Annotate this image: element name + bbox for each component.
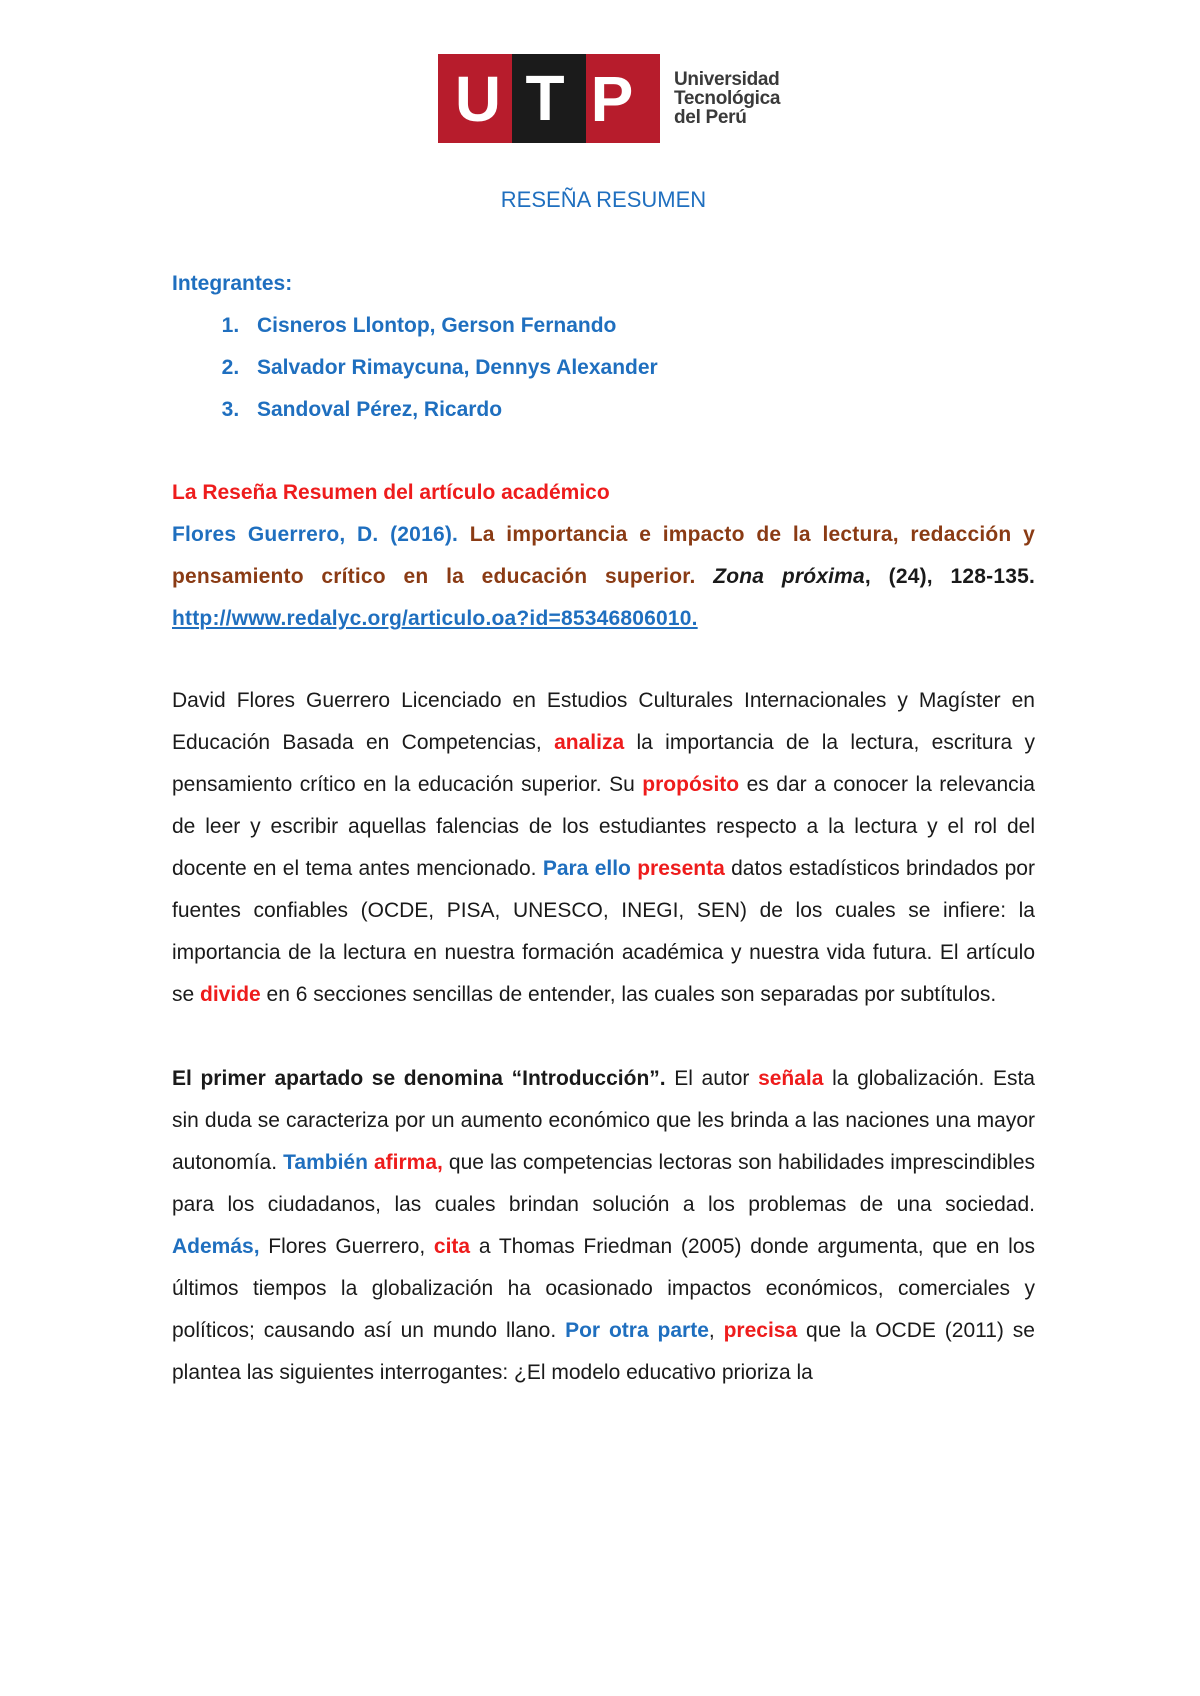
integrantes-heading: Integrantes:: [172, 272, 293, 295]
citation-journal: Zona próxima: [713, 565, 865, 588]
logo-letter-t: T: [512, 54, 586, 143]
section-lead: El primer apartado se denomina “Introducción”.: [172, 1067, 666, 1090]
reference-citation: [172, 514, 1035, 640]
member-item: 1. Cisneros Llontop, Gerson Fernando: [245, 305, 1035, 347]
keyword-verb: analiza: [554, 731, 625, 754]
text-run: la globalización. Esta sin duda se caracteriza por un aumento económico que les brinda a las naciones una mayor autonomía.: [172, 1067, 1035, 1174]
logo-letter-p: P: [590, 62, 642, 135]
text-run: El autor: [665, 1067, 759, 1090]
document-body: [172, 180, 1035, 1394]
document-title: RESEÑA RESUMEN: [500, 187, 707, 212]
keyword-verb: divide: [200, 983, 261, 1006]
text-run: Flores Guerrero,: [259, 1235, 434, 1258]
keyword-verb: propósito: [642, 773, 740, 796]
keyword-verb: presenta: [637, 857, 725, 880]
citation-author: Flores Guerrero, D. (2016).: [172, 523, 459, 546]
member-item: 2. Salvador Rimaycuna, Dennys Alexander: [245, 347, 1035, 389]
keyword-verb: señala: [758, 1067, 824, 1090]
logo-wordmark: [674, 70, 780, 127]
text-run: en 6 secciones sencillas de entender, las cuales son separadas por subtítulos.: [260, 983, 997, 1006]
keyword-verb: cita: [433, 1235, 471, 1258]
text-run: ,: [708, 1319, 724, 1342]
reference-heading: La Reseña Resumen del artículo académico: [172, 481, 610, 504]
utp-logo: [438, 54, 780, 143]
text-run: que las competencias lectoras son habilidades imprescindibles para los ciudadanos, las cuales brindan solución a los problemas de una sociedad.: [172, 1151, 1036, 1216]
text-run: la importancia de la lectura, escritura y pensamiento crítico en la educación superior. Su: [172, 731, 1036, 796]
text-run: datos estadísticos brindados por fuentes confiables (OCDE, PISA, UNESCO, INEGI, SEN) de los cuales se infiere: la importancia de la lectura en nuestra formación académica y nuestra vida futura. El artículo se: [172, 857, 1035, 1006]
paragraph-introduction: [172, 1058, 1035, 1394]
text-run: es dar a conocer la relevancia de leer y escribir aquellas falencias de los estudiantes respecto a la lectura y el rol del docente en el tema antes mencionado.: [172, 773, 1035, 880]
paragraph-summary: [172, 680, 1035, 1016]
citation-issue-pages: , (24), 128-135.: [864, 565, 1035, 588]
connector: Además,: [172, 1235, 260, 1258]
citation-article-title: La importancia e impacto de la lectura, redacción y pensamiento crítico en la educación superior.: [172, 523, 1035, 588]
citation-url-link[interactable]: http://www.redalyc.org/articulo.oa?id=85346806010.: [172, 607, 698, 630]
text-run: que la OCDE (2011) se plantea las siguientes interrogantes: ¿El modelo educativo prioriza la: [172, 1319, 1035, 1384]
text-run: a Thomas Friedman (2005) donde argumenta, que en los últimos tiempos la globalización ha ocasionado impactos económicos, comerciales y políticos; causando así un mundo llano.: [172, 1235, 1036, 1342]
keyword-verb: afirma,: [373, 1151, 443, 1174]
utp-logo-mark: [438, 54, 660, 143]
text-run: David Flores Guerrero Licenciado en Estudios Culturales Internacionales y Magíster en Educación Basada en Competencias,: [172, 689, 1035, 754]
member-item: 3. Sandoval Pérez, Ricardo: [245, 389, 1035, 431]
keyword-verb: precisa: [723, 1319, 798, 1342]
logo-letter-u: U: [454, 62, 510, 135]
logo-line-3: del Perú: [674, 107, 747, 128]
connector: Por otra parte: [565, 1319, 709, 1342]
logo-line-1: Universidad: [674, 69, 780, 90]
logo-line-2: Tecnológica: [674, 88, 781, 109]
connector: También: [283, 1151, 368, 1174]
members-list: [172, 305, 1035, 431]
connector: Para ello: [542, 857, 631, 880]
